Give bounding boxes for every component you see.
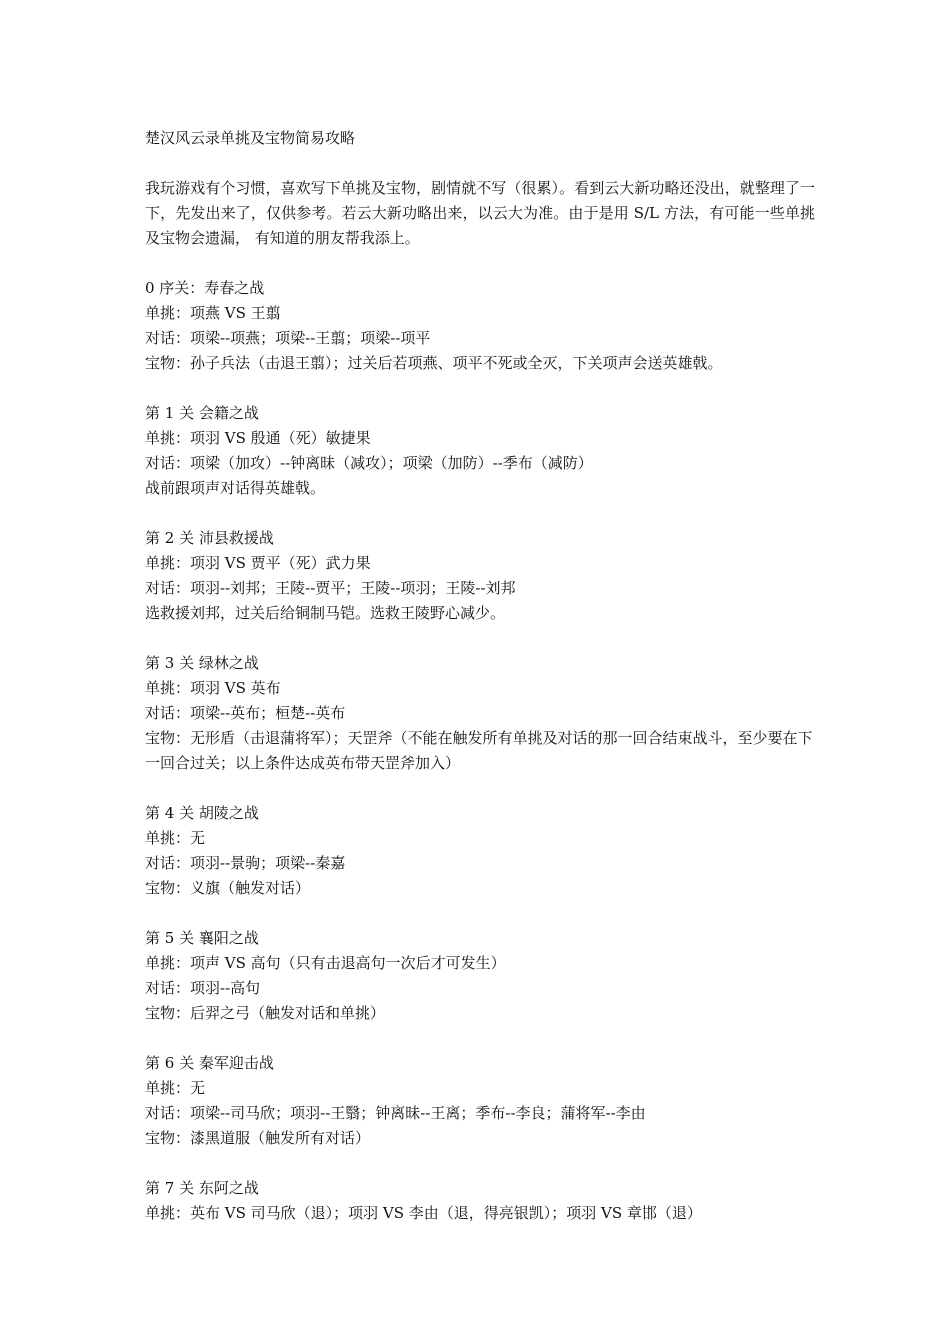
- dialogue-line: 对话：项羽--景驹；项梁--秦嘉: [145, 854, 346, 872]
- level-section-6: [145, 1051, 815, 1151]
- duel-line: 单挑：项声 VS 高句（只有击退高句一次后才可发生）: [145, 954, 506, 972]
- dialogue-line: 对话：项梁--英布；桓楚--英布: [145, 704, 346, 722]
- level-heading: 第 1 关 会籍之战: [145, 404, 259, 422]
- duel-line: 单挑：英布 VS 司马欣（退）；项羽 VS 李由（退，得亮银凯）；项羽 VS 章邯（退）: [145, 1204, 702, 1222]
- dialogue-line: 对话：项梁--项燕；项梁--王翦；项梁--项平: [145, 329, 431, 347]
- level-section-7: [145, 1176, 815, 1226]
- treasure-line: 宝物：无形盾（击退蒲将军）；天罡斧（不能在触发所有单挑及对话的那一回合结束战斗，至少要在下一回合过关；以上条件达成英布带天罡斧加入）: [145, 729, 813, 772]
- duel-line: 单挑：项羽 VS 贾平（死）武力果: [145, 554, 371, 572]
- level-heading: 第 3 关 绿林之战: [145, 654, 259, 672]
- level-section-0: [145, 276, 815, 376]
- note-line: 战前跟项声对话得英雄戟。: [145, 479, 326, 497]
- document-title: 楚汉风云录单挑及宝物简易攻略: [145, 129, 356, 147]
- level-section-3: [145, 651, 815, 776]
- level-heading: 0 序关：寿春之战: [145, 279, 265, 297]
- level-heading: 第 7 关 东阿之战: [145, 1179, 259, 1197]
- duel-line: 单挑：项羽 VS 英布: [145, 679, 281, 697]
- level-heading: 第 4 关 胡陵之战: [145, 804, 259, 822]
- level-section-2: [145, 526, 815, 626]
- level-heading: 第 6 关 秦军迎击战: [145, 1054, 274, 1072]
- treasure-line: 宝物：孙子兵法（击退王翦）；过关后若项燕、项平不死或全灭，下关项声会送英雄戟。: [145, 354, 723, 372]
- note-line: 选救援刘邦，过关后给铜制马铠。选救王陵野心减少。: [145, 604, 506, 622]
- treasure-line: 宝物：义旗（触发对话）: [145, 879, 311, 897]
- dialogue-line: 对话：项羽--高句: [145, 979, 261, 997]
- duel-line: 单挑：无: [145, 1079, 206, 1097]
- duel-line: 单挑：项燕 VS 王翦: [145, 304, 281, 322]
- level-heading: 第 5 关 襄阳之战: [145, 929, 259, 947]
- treasure-line: 宝物：漆黑道服（触发所有对话）: [145, 1129, 371, 1147]
- level-section-4: [145, 801, 815, 901]
- document-page: [145, 126, 815, 1226]
- dialogue-line: 对话：项梁--司马欣；项羽--王翳；钟离昧--王离；季布--李良；蒲将军--李由: [145, 1104, 646, 1122]
- level-heading: 第 2 关 沛县救援战: [145, 529, 274, 547]
- level-section-1: [145, 401, 815, 501]
- duel-line: 单挑：无: [145, 829, 206, 847]
- level-section-5: [145, 926, 815, 1026]
- dialogue-line: 对话：项羽--刘邦；王陵--贾平；王陵--项羽；王陵--刘邦: [145, 579, 516, 597]
- dialogue-line: 对话：项梁（加攻）--钟离昧（减攻）；项梁（加防）--季布（减防）: [145, 454, 593, 472]
- treasure-line: 宝物：后羿之弓（触发对话和单挑）: [145, 1004, 386, 1022]
- intro-paragraph: 我玩游戏有个习惯，喜欢写下单挑及宝物，剧情就不写（很累）。看到云大新功略还没出，就整理了一下，先发出来了，仅供参考。若云大新功略出来，以云大为准。由于是用 S/L 方法，有可能一些单挑及宝物会遗漏， 有知道的朋友帮我添上。: [145, 179, 815, 247]
- duel-line: 单挑：项羽 VS 殷通（死）敏捷果: [145, 429, 371, 447]
